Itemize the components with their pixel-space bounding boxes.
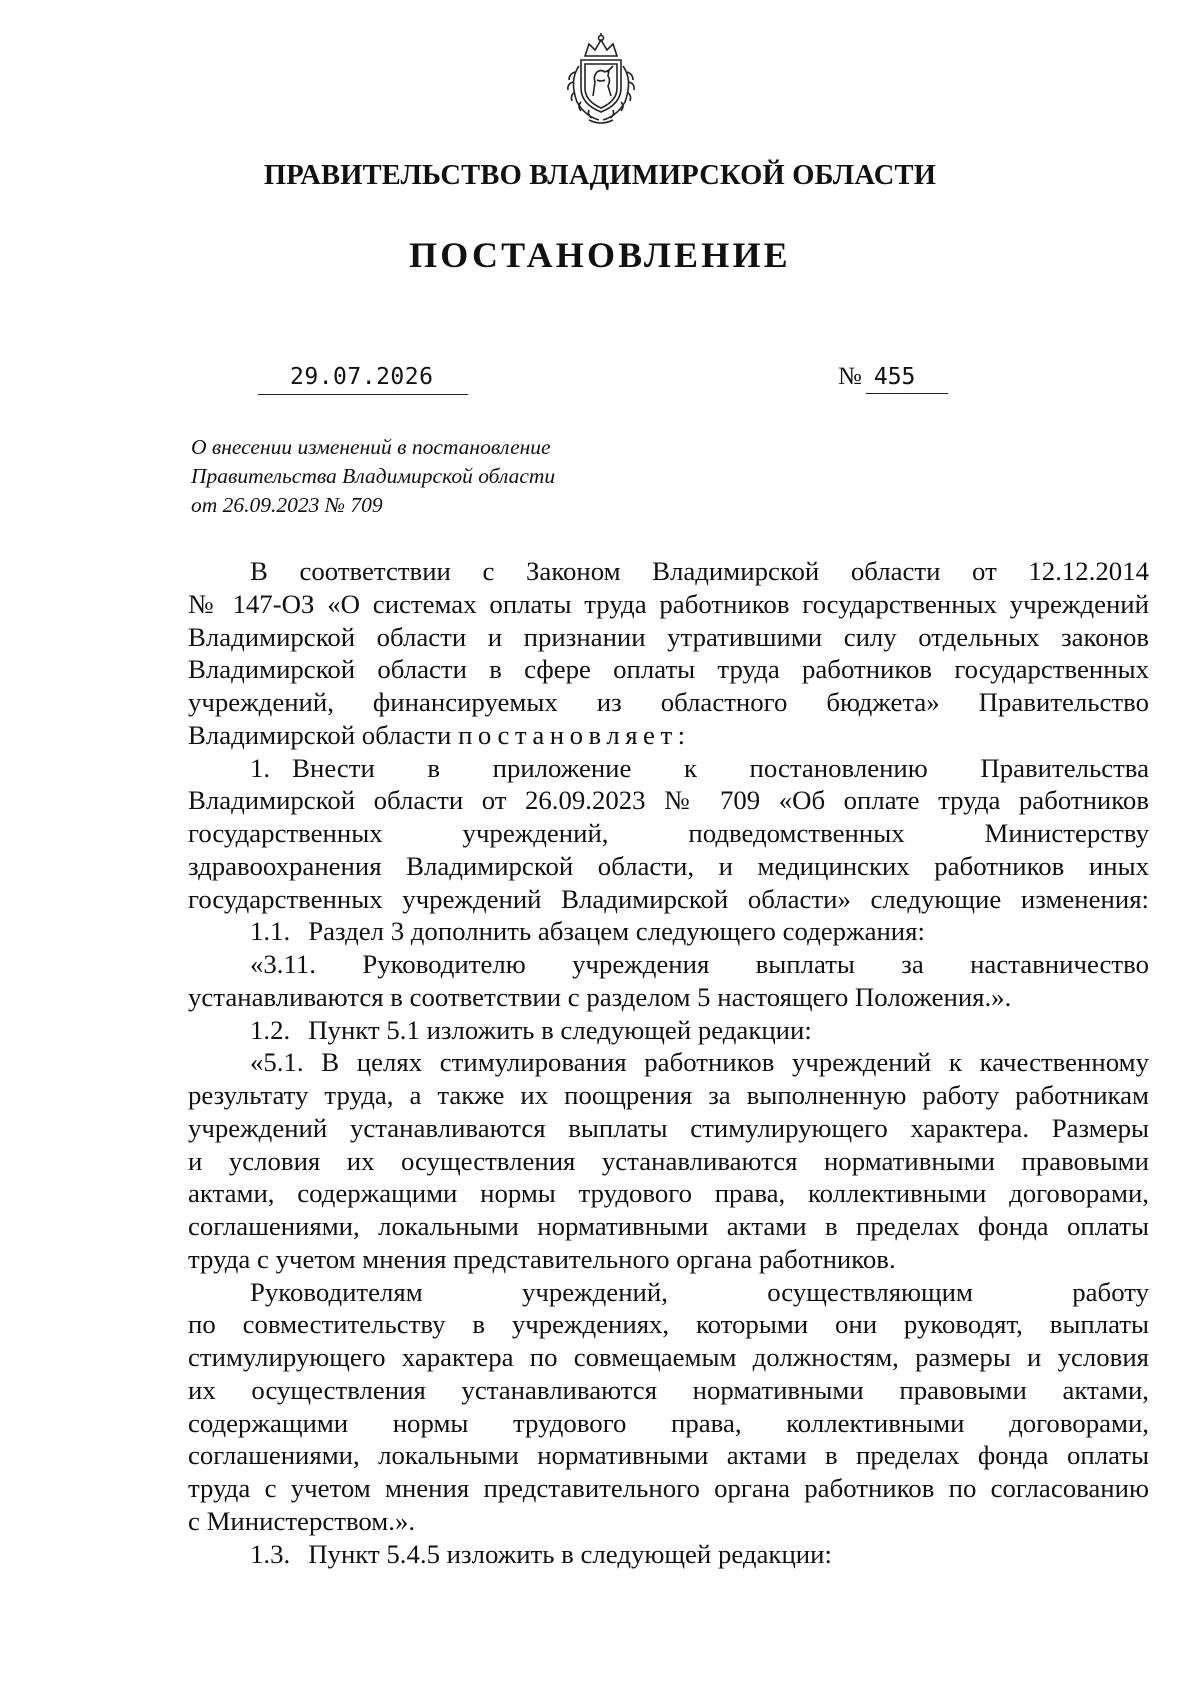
coat-of-arms-icon [551,30,651,130]
body-line: учреждений, финансируемых из областного бюджета» Правительство [188,687,1149,717]
quote-line: актами, содержащими нормы трудового права, коллективными договорами, [188,1178,1149,1209]
quote-line: учреждений устанавливаются выплаты стимулирующего характера. Размеры [188,1112,1149,1143]
quote-line: устанавливаются в соответствии с разделом 5 настоящего Положения.». [188,981,1012,1012]
item-line [188,915,1149,948]
quote-line: результату труда, а также их поощрения за выполненную работу работникам [188,1080,1149,1110]
number-sign: № [838,363,862,390]
document-number-value: 455 [866,360,948,394]
quote-line: соглашениями, локальными нормативными актами в пределах фонда оплаты [188,1211,1149,1241]
item-text: Пункт 5.4.5 изложить в следующей редакции: [308,1538,832,1569]
body-text: Владимирской области [188,719,459,750]
quote-line: с Министерством.». [188,1505,416,1536]
document-date [258,360,468,395]
subject-line: О внесении изменений в постановление [191,435,551,459]
item-text: Внести в приложение к постановлению Правительства [292,752,1149,783]
item-line [188,752,1149,785]
organization-title: ПРАВИТЕЛЬСТВО ВЛАДИМИРСКОЙ ОБЛАСТИ [263,160,937,191]
quote-line: соглашениями, локальными нормативными актами в пределах фонда оплаты [188,1440,1149,1471]
item-number: 1.2. [250,1014,291,1045]
body-line: Владимирской области и признании утратившими силу отдельных законов [188,621,1149,652]
resolves-word: постановляет: [458,719,691,750]
body-line: № 147-ОЗ «О системах оплаты труда работников государственных учреждений [188,588,1149,619]
quote-line: по совместительству в учреждениях, которыми они руководят, выплаты [188,1309,1149,1340]
quote-line: их осуществления устанавливаются нормативными правовыми актами, [188,1374,1149,1405]
quote-line: труда с учетом мнения представительного органа работников. [188,1243,896,1274]
item-line [188,1538,1149,1571]
body-line: Владимирской области в сфере оплаты труда работников государственных [188,654,1149,685]
document-body [188,555,1149,1570]
item-text: Раздел 3 дополнить абзацем следующего содержания: [308,916,925,947]
document-number [838,360,948,394]
quote-line: стимулирующего характера по совмещаемым должностям, размеры и условия [188,1342,1149,1372]
body-line: государственных учреждений Владимирской области» следующие изменения: [188,883,1149,914]
item-number: 1.1. [250,916,291,947]
body-line: В соответствии с Законом Владимирской области от 12.12.2014 [250,556,1149,586]
item-text: Пункт 5.1 изложить в следующей редакции: [308,1014,812,1045]
document-date-value: 29.07.2026 [290,364,434,390]
quote-line: труда с учетом мнения представительного органа работников по согласованию [188,1473,1149,1503]
document-type-heading: ПОСТАНОВЛЕНИЕ [409,235,791,275]
item-number: 1.3. [250,1538,291,1569]
item-number: 1. [250,752,271,783]
quote-line: содержащими нормы трудового права, коллективными договорами, [188,1407,1149,1438]
document-subject [191,433,555,520]
body-line: государственных учреждений, подведомственных Министерству [188,818,1149,848]
quote-line: Руководителям учреждений, осуществляющим работу [250,1276,1149,1307]
quote-line: и условия их осуществления устанавливаются нормативными правовыми [188,1145,1149,1176]
body-line [188,719,1149,752]
item-line [188,1014,1149,1047]
subject-line: Правительства Владимирской области [191,464,556,488]
quote-line: «5.1. В целях стимулирования работников учреждений к качественному [250,1047,1149,1078]
quote-line: «3.11. Руководителю учреждения выплаты за наставничество [250,949,1149,979]
body-line: здравоохранения Владимирской области, и медицинских работников иных [188,850,1149,881]
subject-line: от 26.09.2023 № 709 [191,493,383,517]
body-line: Владимирской области от 26.09.2023 № 709 «Об оплате труда работников [188,785,1149,816]
